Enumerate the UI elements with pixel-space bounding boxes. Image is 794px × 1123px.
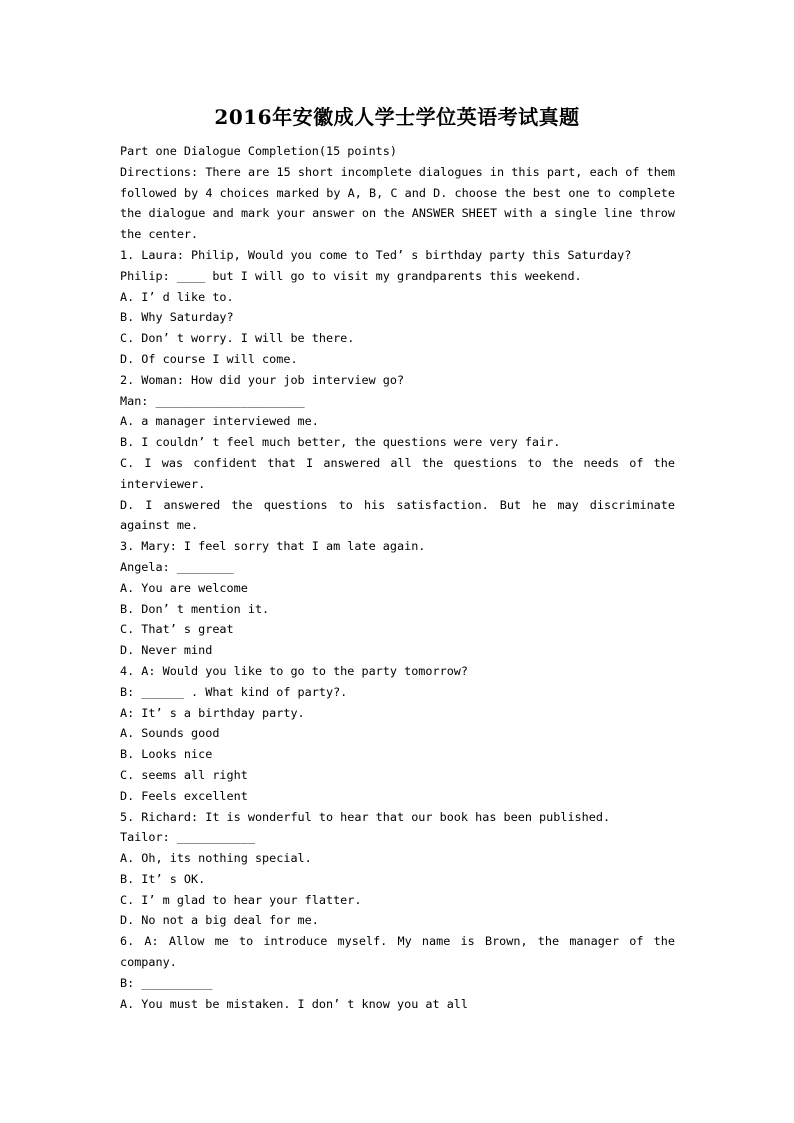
text-line: A. Oh, its nothing special. bbox=[120, 851, 312, 866]
text-line: A. I’ d like to. bbox=[120, 289, 234, 304]
text-line: B. I couldn’ t feel much better, the questions were very fair. bbox=[120, 435, 561, 450]
text-line: Philip: ____ but I will go to visit my grandparents this weekend. bbox=[120, 268, 582, 283]
text-line: C. Don’ t worry. I will be there. bbox=[120, 331, 355, 346]
text-line: followed by 4 choices marked by A, B, C and D. choose the best one to complete bbox=[120, 185, 675, 200]
text-line: D. I answered the questions to his satisfaction. But he may discriminate bbox=[120, 497, 675, 512]
text-line: A. Sounds good bbox=[120, 726, 220, 741]
text-line: 1. Laura: Philip, Would you come to Ted’ s birthday party this Saturday? bbox=[120, 247, 632, 262]
document-body bbox=[120, 141, 675, 1014]
text-line: A. a manager interviewed me. bbox=[120, 414, 319, 429]
text-line: 5. Richard: It is wonderful to hear that our book has been published. bbox=[120, 809, 611, 824]
text-line: A. You must be mistaken. I don’ t know you at all bbox=[120, 996, 469, 1011]
text-line: C. I was confident that I answered all the questions to the needs of the bbox=[120, 455, 675, 470]
text-line: interviewer. bbox=[120, 476, 206, 491]
text-line: C. I’ m glad to hear your flatter. bbox=[120, 892, 362, 907]
text-line: Part one Dialogue Completion(15 points) bbox=[120, 144, 397, 158]
text-line: 3. Mary: I feel sorry that I am late again. bbox=[120, 539, 426, 554]
text-line: D. Never mind bbox=[120, 643, 213, 658]
text-line: B. Looks nice bbox=[120, 747, 213, 762]
text-line: D. Feels excellent bbox=[120, 788, 248, 803]
text-line: D. Of course I will come. bbox=[120, 351, 298, 366]
text-line: the dialogue and mark your answer on the ANSWER SHEET with a single line throw bbox=[120, 206, 675, 221]
text-line: the center. bbox=[120, 227, 199, 242]
text-line: A: It’ s a birthday party. bbox=[120, 705, 305, 720]
text-line: Man: _____________________ bbox=[120, 393, 305, 408]
text-line: company. bbox=[120, 955, 177, 970]
text-line: B: __________ bbox=[120, 975, 213, 990]
text-line: B. Why Saturday? bbox=[120, 310, 234, 325]
text-line: D. No not a big deal for me. bbox=[120, 913, 319, 928]
text-line: 2. Woman: How did your job interview go? bbox=[120, 372, 405, 387]
text-line: B. It’ s OK. bbox=[120, 871, 206, 886]
text-line: A. You are welcome bbox=[120, 580, 248, 595]
text-line: B. Don’ t mention it. bbox=[120, 601, 270, 616]
text-line: Tailor: ___________ bbox=[120, 830, 255, 845]
text-line: C. That’ s great bbox=[120, 622, 234, 637]
text-line: against me. bbox=[120, 518, 199, 533]
text-line: 4. A: Would you like to go to the party tomorrow? bbox=[120, 663, 469, 678]
text-line: C. seems all right bbox=[120, 767, 248, 782]
text-line: Angela: ________ bbox=[120, 559, 234, 574]
text-line: 6. A: Allow me to introduce myself. My name is Brown, the manager of the bbox=[120, 934, 675, 949]
page-title: 2016年安徽成人学士学位英语考试真题 bbox=[214, 105, 580, 129]
text-line: B: ______ . What kind of party?. bbox=[120, 684, 348, 699]
text-line: Directions: There are 15 short incomplete dialogues in this part, each of them bbox=[120, 164, 675, 179]
